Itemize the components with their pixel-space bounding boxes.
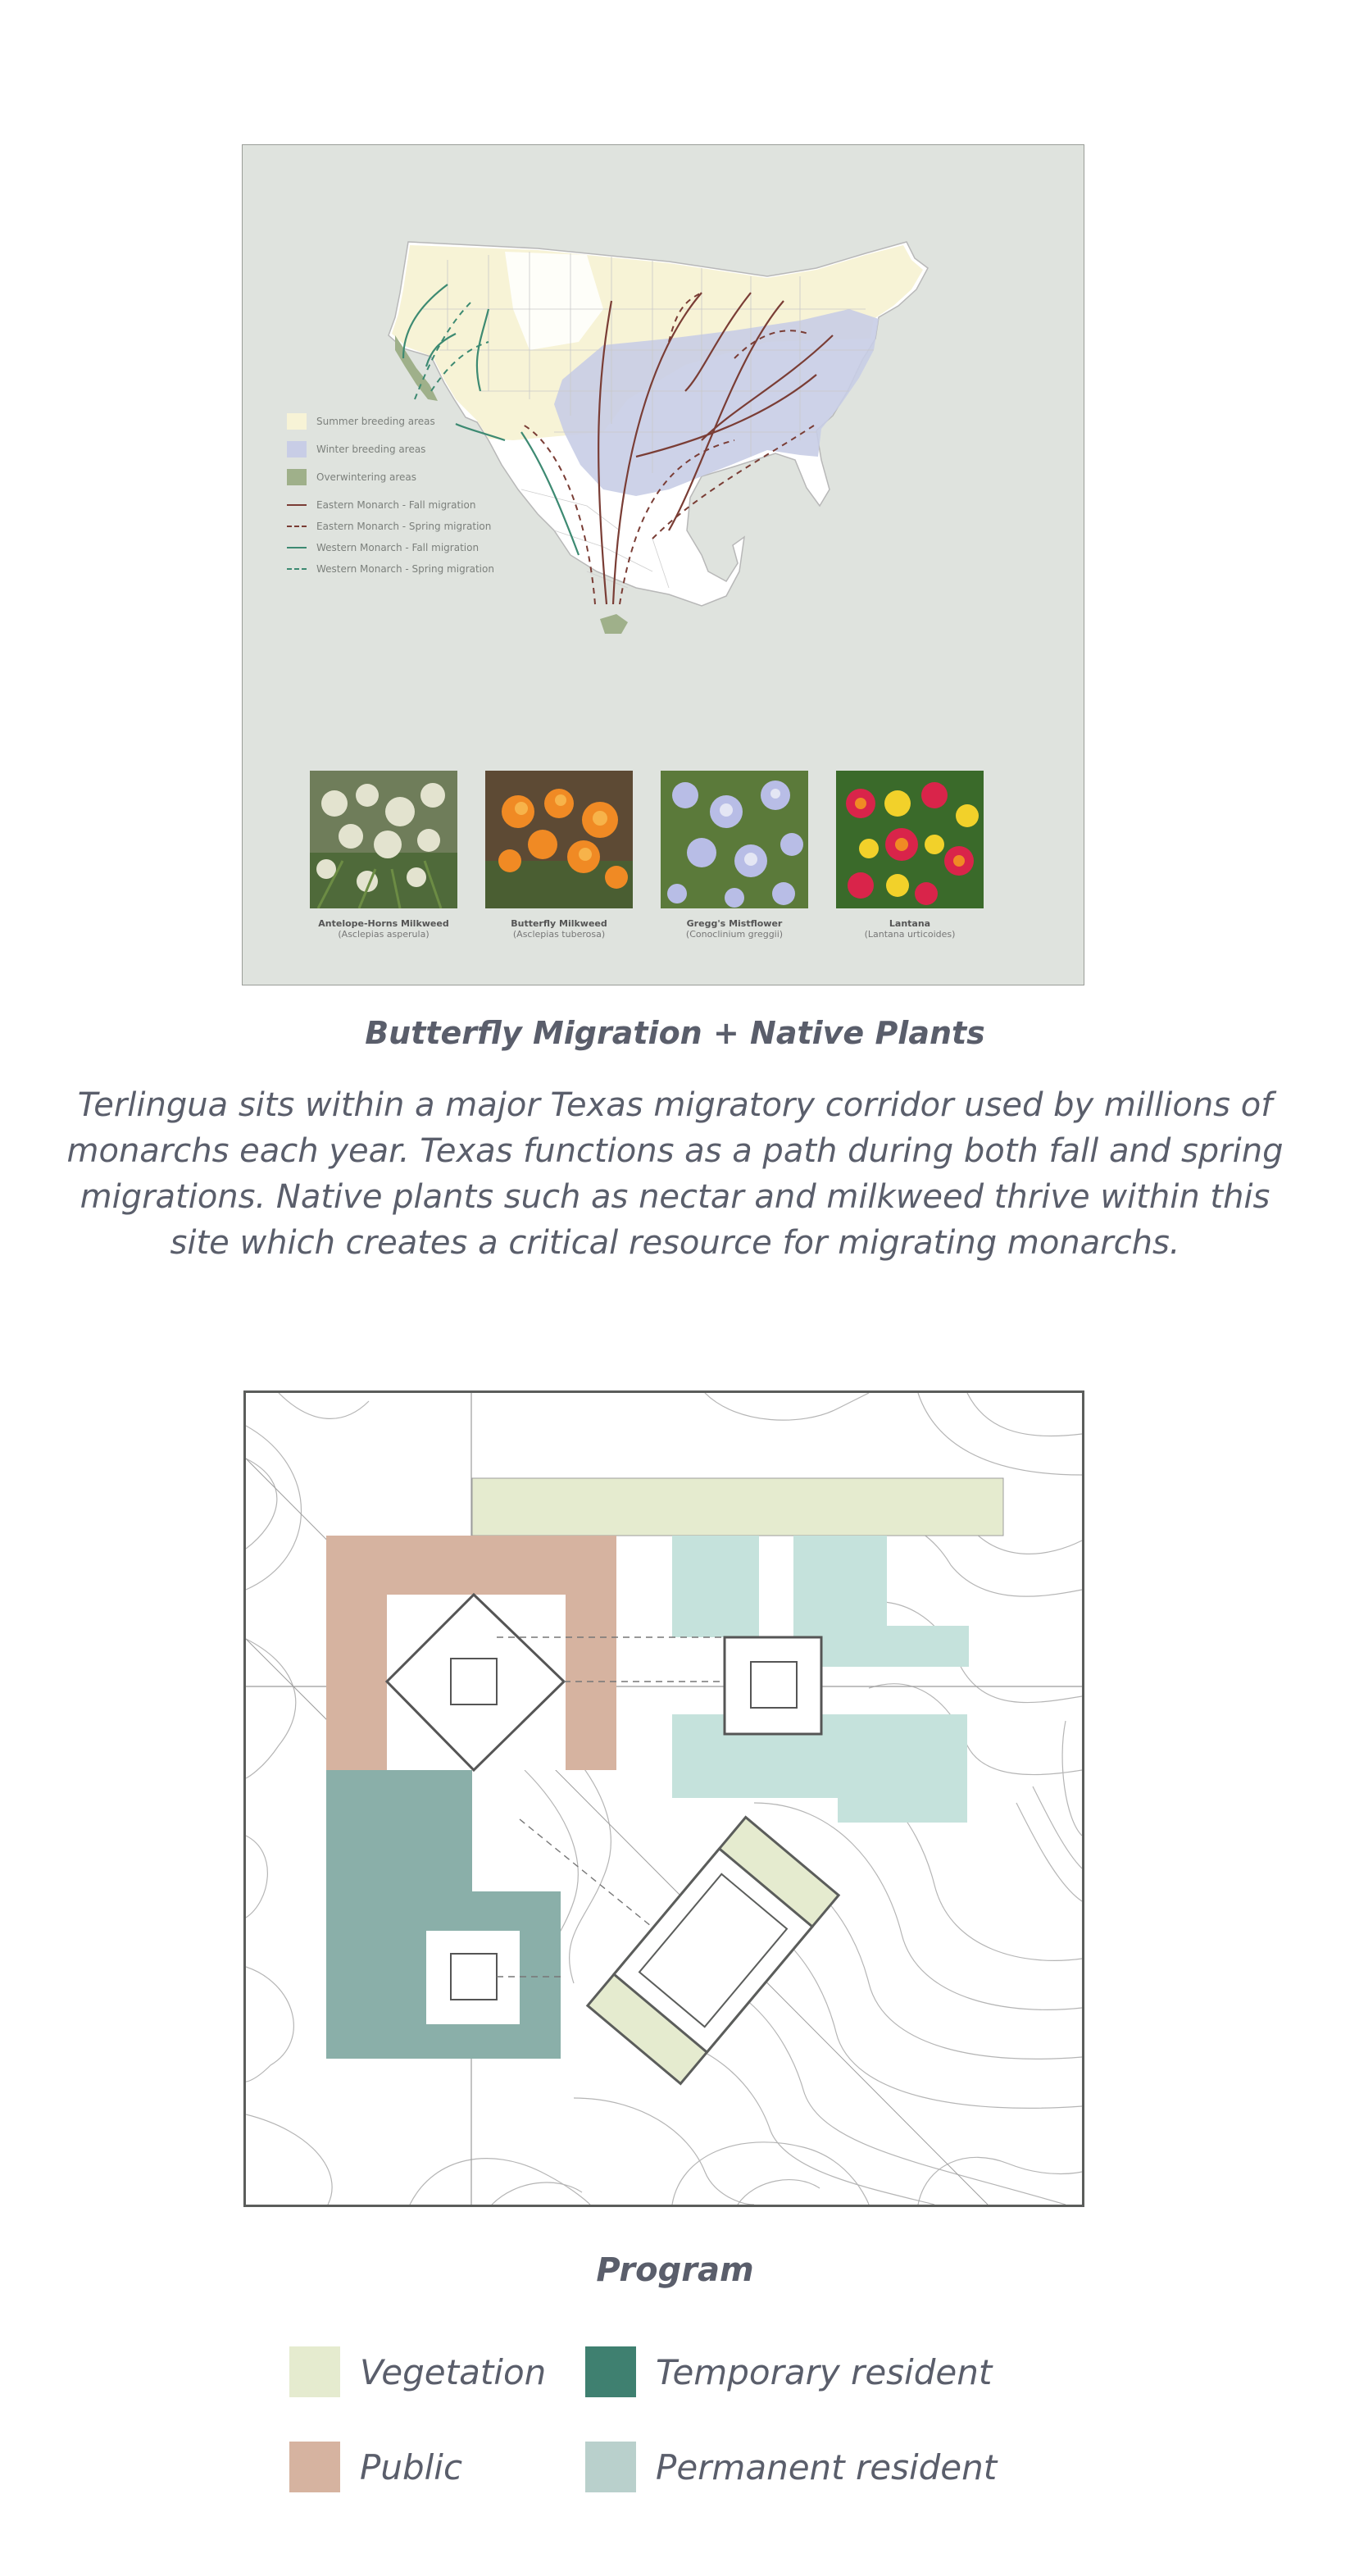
key-temporary-resident bbox=[585, 2346, 992, 2397]
key-swatch-vegetation bbox=[289, 2346, 340, 2397]
plant-card-lantana bbox=[836, 771, 984, 940]
legend-label: Winter breeding areas bbox=[316, 444, 426, 455]
legend-line bbox=[287, 504, 307, 506]
legend-swatch bbox=[287, 413, 307, 430]
legend-label: Western Monarch - Spring migration bbox=[316, 563, 494, 575]
key-public bbox=[289, 2442, 462, 2492]
plant-scientific-name: (Lantana urticoides) bbox=[864, 929, 956, 940]
permanent-courtyard bbox=[725, 1637, 821, 1734]
legend-winter-breeding bbox=[287, 439, 425, 460]
legend-label: Summer breeding areas bbox=[316, 416, 435, 427]
section-body-text: Terlingua sits within a major Texas migratory corridor used by millions of monarchs each year. Texas functions as a path during both fall and spring migrations. Native plants such as nectar and milkweed thrive within this site which creates a critical resource for migrating monarchs. bbox=[66, 1086, 1284, 1262]
permanent-resident-zone-north bbox=[672, 1536, 759, 1637]
rotated-building-group bbox=[588, 1818, 839, 2084]
vegetation-zone-top bbox=[472, 1478, 1003, 1536]
key-label: Temporary resident bbox=[656, 2351, 993, 2392]
legend-label: Eastern Monarch - Fall migration bbox=[316, 499, 476, 511]
legend-line bbox=[287, 526, 307, 527]
key-label: Vegetation bbox=[360, 2351, 547, 2392]
legend-swatch bbox=[287, 441, 307, 457]
legend-eastern-fall bbox=[287, 494, 475, 516]
temporary-resident-courtyard bbox=[426, 1931, 520, 2024]
legend-line bbox=[287, 568, 307, 570]
antelope-horns-milkweed-photo bbox=[310, 771, 457, 908]
legend-western-fall bbox=[287, 537, 479, 558]
legend-label: Overwintering areas bbox=[316, 471, 417, 483]
legend-line bbox=[287, 547, 307, 548]
plant-name: Antelope-Horns Milkweed bbox=[318, 918, 449, 929]
legend-overwintering bbox=[287, 467, 416, 488]
plant-card-butterfly-milkweed bbox=[485, 771, 633, 940]
plant-scientific-name: (Conoclinium greggii) bbox=[685, 929, 784, 940]
site-plan-diagram bbox=[243, 1390, 1084, 2207]
plant-card-greggs-mistflower bbox=[661, 771, 808, 940]
key-vegetation bbox=[289, 2346, 546, 2397]
key-swatch-public bbox=[289, 2442, 340, 2492]
plant-name: Gregg's Mistflower bbox=[686, 918, 783, 929]
section-title: Butterfly Migration + Native Plants bbox=[365, 1015, 985, 1051]
key-label: Permanent resident bbox=[656, 2446, 998, 2487]
overwintering-area-mexico bbox=[600, 614, 628, 634]
key-swatch-permanent-resident bbox=[585, 2442, 636, 2492]
key-label: Public bbox=[360, 2446, 463, 2487]
plant-name: Lantana bbox=[889, 918, 931, 929]
migration-map-figure bbox=[242, 144, 1084, 985]
legend-swatch bbox=[287, 469, 307, 485]
plant-name: Butterfly Milkweed bbox=[511, 918, 607, 929]
legend-summer-breeding bbox=[287, 411, 435, 432]
key-swatch-temporary-resident bbox=[585, 2346, 636, 2397]
program-title: Program bbox=[596, 2251, 754, 2289]
plant-card-antelope-horns bbox=[310, 771, 457, 940]
site-plan-drawing bbox=[246, 1393, 1082, 2205]
plant-scientific-name: (Asclepias tuberosa) bbox=[512, 929, 606, 940]
legend-label: Western Monarch - Fall migration bbox=[316, 542, 480, 553]
legend-label: Eastern Monarch - Spring migration bbox=[316, 521, 492, 532]
key-permanent-resident bbox=[585, 2442, 997, 2492]
plant-scientific-name: (Asclepias asperula) bbox=[338, 929, 430, 940]
butterfly-milkweed-photo bbox=[485, 771, 633, 908]
legend-eastern-spring bbox=[287, 516, 491, 537]
public-courtyard bbox=[387, 1595, 566, 1770]
greggs-mistflower-photo bbox=[661, 771, 808, 908]
lantana-photo bbox=[836, 771, 984, 908]
legend-western-spring bbox=[287, 558, 494, 580]
